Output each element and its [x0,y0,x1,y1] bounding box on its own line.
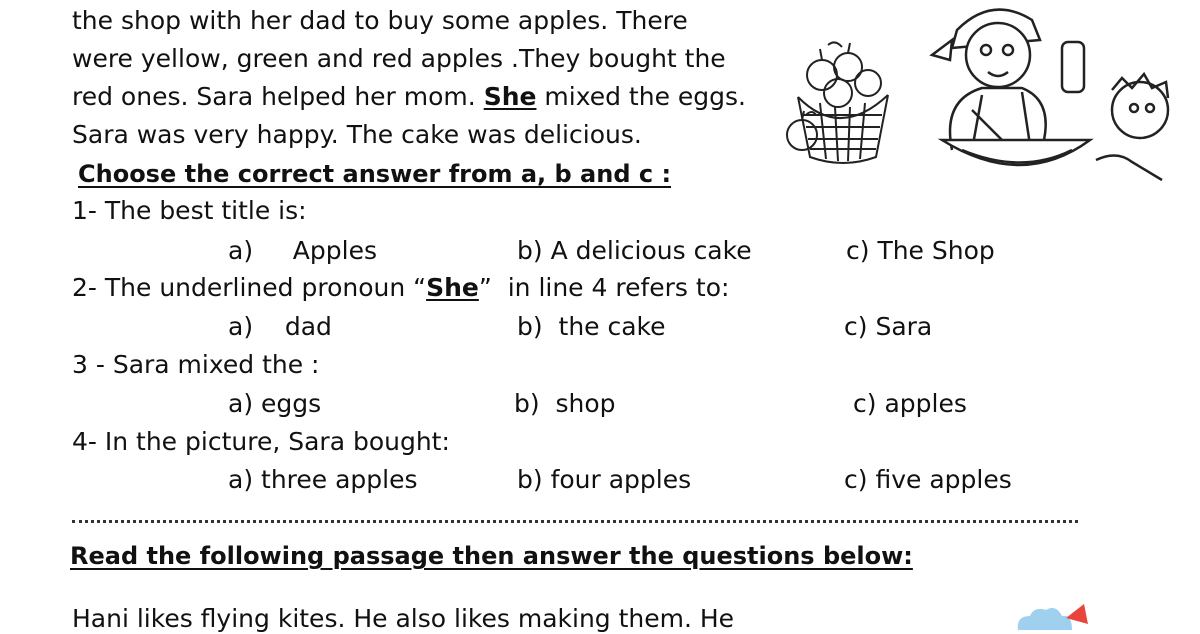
question-2-pronoun: She [426,273,479,302]
question-2-option-a: a) dad [228,312,332,341]
question-4-option-c: c) five apples [844,465,1012,494]
question-3-option-b: b) shop [514,389,616,418]
passage-line-3 [72,82,746,112]
section-2-passage-line-1: Hani likes flying kites. He also likes making them. He [72,604,735,633]
passage-line-4: Sara was very happy. The cake was delicious. [72,120,642,149]
dotted-separator [72,520,1078,523]
question-4-option-b: b) four apples [517,465,692,494]
section-2-heading: Read the following passage then answer the questions below: [70,542,913,570]
question-1-option-c: c) The Shop [846,236,995,265]
children-cooking-image [912,0,1200,200]
question-3-stem: 3 - Sara mixed the : [72,350,320,379]
question-2-option-c: c) Sara [844,312,933,341]
passage-line-3-start: red ones. Sara helped her mom. [72,82,484,111]
question-2-stem [72,273,729,303]
question-2-stem-end: ” in line 4 refers to: [478,273,730,302]
question-1-option-b: b) A delicious cake [517,236,752,265]
question-3-option-c: c) apples [853,389,967,418]
question-1-stem: 1- The best title is: [72,196,307,225]
cloud-and-kite-image [1010,598,1090,630]
passage-line-3-end: mixed the eggs. [536,82,746,111]
question-4-stem: 4- In the picture, Sara bought: [72,427,450,456]
passage-line-2: were yellow, green and red apples .They bought the [72,44,726,73]
question-2-option-b: b) the cake [517,312,666,341]
question-2-stem-start: 2- The underlined pronoun “ [72,273,427,302]
question-3-option-a: a) eggs [228,389,322,418]
apple-basket-image [780,35,900,165]
question-1-option-a: a) Apples [228,236,377,265]
instruction-heading: Choose the correct answer from a, b and c : [78,160,672,188]
underlined-pronoun: She [483,82,537,111]
passage-line-1: the shop with her dad to buy some apples. There [72,6,688,35]
question-4-option-a: a) three apples [228,465,418,494]
